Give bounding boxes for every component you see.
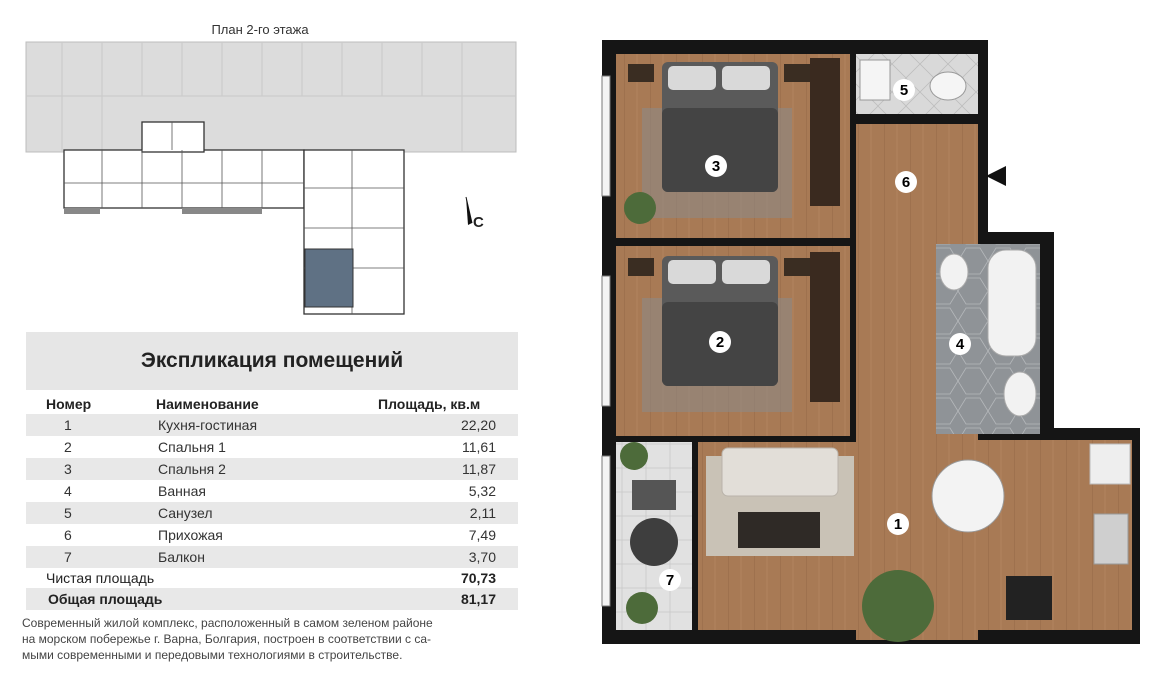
- total-area-label: Общая площадь: [48, 591, 163, 607]
- room-label-7: 7: [665, 572, 675, 589]
- room-label-3: 3: [711, 158, 721, 175]
- row-area: 11,61: [462, 439, 496, 455]
- row-number: 4: [64, 483, 72, 499]
- header-name: Наименование: [156, 396, 259, 412]
- room-label-2: 2: [715, 334, 725, 351]
- table-row: [26, 414, 518, 436]
- row-number: 7: [64, 549, 72, 565]
- row-number: 1: [64, 417, 72, 433]
- net-area-value: 70,73: [460, 570, 496, 586]
- compass-north-label: С: [473, 214, 484, 231]
- row-name: Кухня-гостиная: [158, 417, 258, 433]
- table-row: [26, 480, 518, 502]
- row-area: 5,32: [468, 483, 496, 499]
- row-number: 6: [64, 527, 72, 543]
- floor-plan-caption: План 2-го этажа: [211, 22, 309, 37]
- project-description: [22, 615, 542, 663]
- building-site-plan: [22, 38, 522, 318]
- table-header-row: [26, 396, 518, 414]
- description-line: на морском побережье г. Варна, Болгария, построен в соответствии с са-: [22, 632, 432, 646]
- header-area: Площадь, кв.м: [378, 396, 481, 412]
- row-name: Спальня 2: [158, 461, 226, 477]
- row-number: 2: [64, 439, 72, 455]
- description-line: мыми современными и передовыми технологиями в строительстве.: [22, 648, 403, 662]
- row-area: 11,87: [462, 461, 496, 477]
- row-number: 5: [64, 505, 72, 521]
- net-area-row: [26, 567, 518, 589]
- net-area-label: Чистая площадь: [46, 570, 155, 586]
- description-line: Современный жилой комплекс, расположенный в самом зеленом районе: [22, 616, 433, 630]
- table-row: [26, 546, 518, 568]
- room-label-4: 4: [955, 336, 965, 353]
- row-number: 3: [64, 461, 72, 477]
- table-row: [26, 436, 518, 458]
- table-row: [26, 524, 518, 546]
- room-label-1: 1: [893, 516, 903, 533]
- row-name: Ванная: [158, 483, 206, 499]
- room-label-5: 5: [899, 82, 909, 99]
- header-number: Номер: [46, 396, 92, 412]
- total-area-value: 81,17: [460, 591, 496, 607]
- row-area: 2,11: [469, 505, 496, 521]
- row-name: Санузел: [158, 505, 213, 521]
- explication-title: Экспликация помещений: [140, 349, 404, 372]
- row-name: Спальня 1: [158, 439, 226, 455]
- row-area: 3,70: [468, 549, 496, 565]
- row-name: Балкон: [158, 549, 205, 565]
- total-area-row: [26, 588, 518, 610]
- explication-header: [26, 332, 518, 390]
- row-area: 7,49: [468, 527, 496, 543]
- row-area: 22,20: [460, 417, 496, 433]
- apartment-floor-plan: [598, 36, 1144, 648]
- table-row: [26, 502, 518, 524]
- row-name: Прихожая: [158, 527, 223, 543]
- room-label-6: 6: [901, 174, 911, 191]
- table-row: [26, 458, 518, 480]
